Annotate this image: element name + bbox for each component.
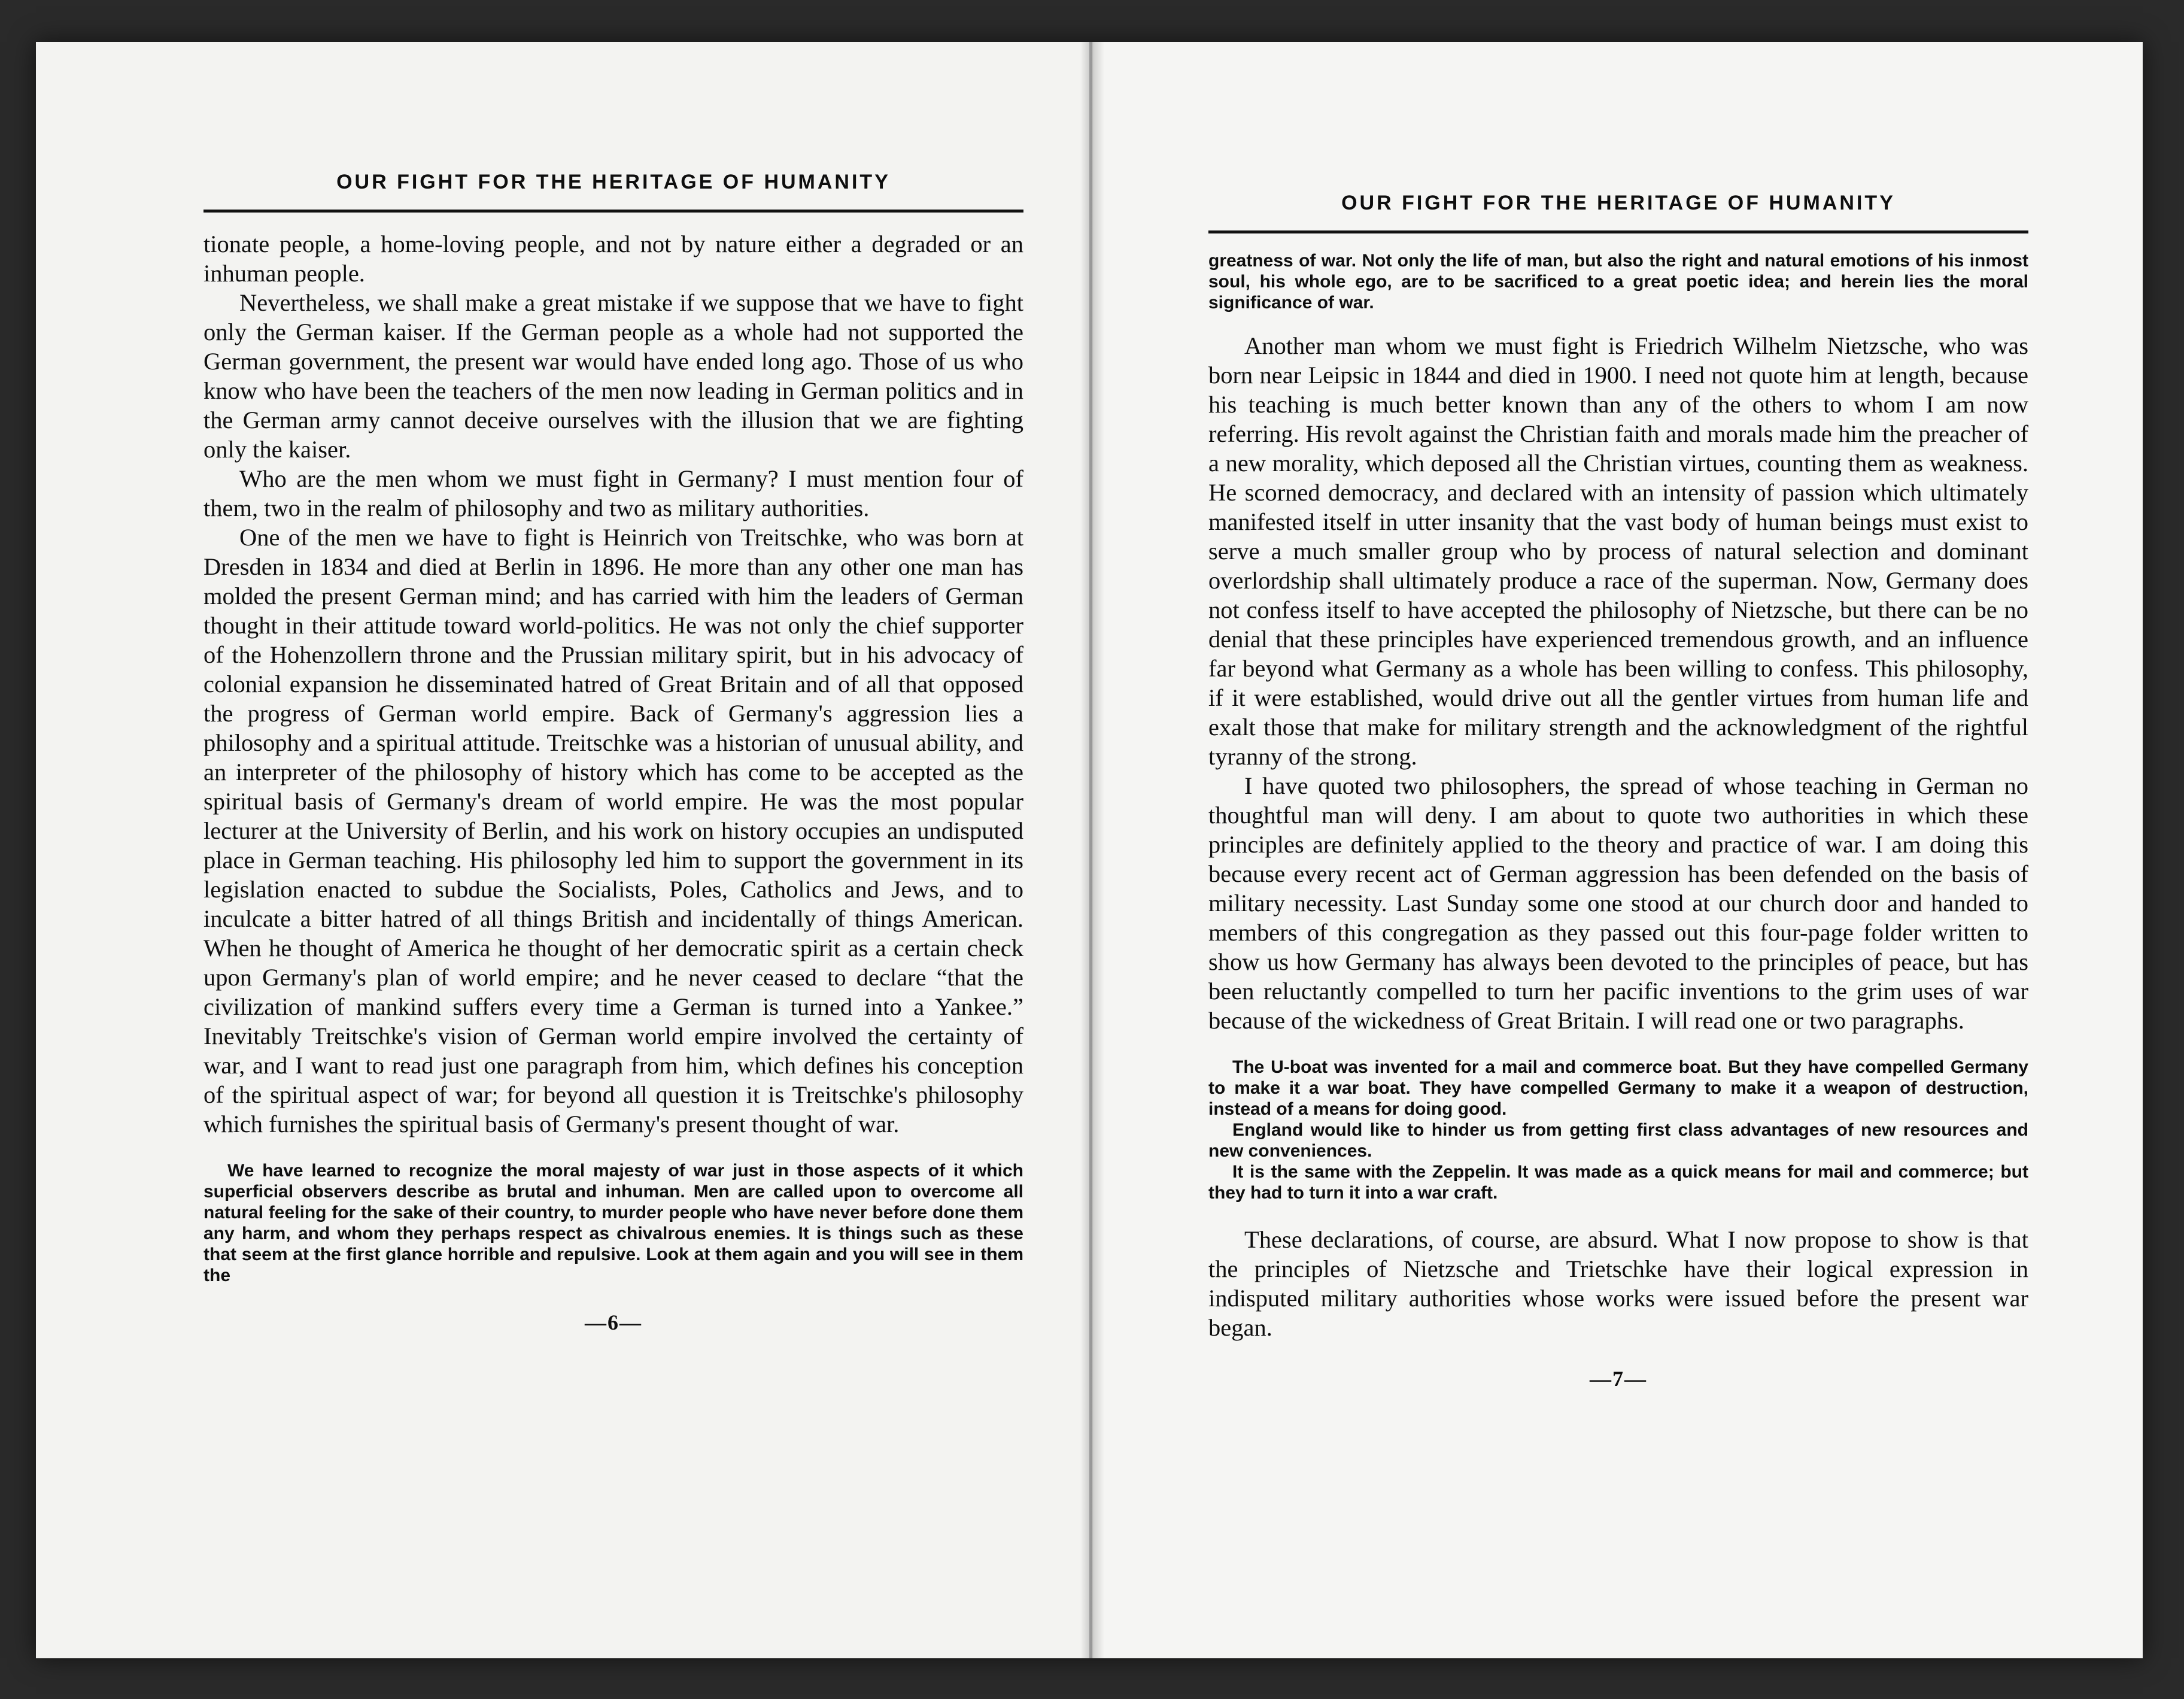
- paragraph: I have quoted two philosophers, the spread of whose teaching in German no thoughtful man will deny. I am about to quote two authorities in which these principles are definitely applied to the theory and practice of war. I am doing this because every recent act of German aggression has been defended on the basis of military necessity. Last Sunday some one stood at our church door and handed to members of this congregation as they passed out this four-page folder written to show us how Germany has always been devoted to the principles of peace, but has been reluctantly compelled to turn her pacific inventions to the grim uses of war because of the wickedness of Great Britain. I will read one or two paragraphs.: [1208, 772, 2028, 1034]
- quote-text: We have learned to recognize the moral majesty of war just in those aspects of it which superficial observers describe as brutal and inhuman. Men are called upon to overcome all natural feeling for the sake of their country, to murder people who have never before done them any harm, and whom they perhaps respect as chivalrous enemies. It is things such as these that seem at the first glance horrible and repulsive. Look at them again and you will see in them the: [203, 1161, 1023, 1285]
- paragraph: These declarations, of course, are absurd. What I now propose to show is that the principles of Nietzsche and Trietschke have their logical expression in indisputed military authorities whose works were issued before the present war began.: [1208, 1226, 2028, 1341]
- paragraph: tionate people, a home-loving people, and not by nature either a degraded or an inhuman people.: [203, 230, 1023, 287]
- right-page: [1092, 42, 2143, 1658]
- left-page: [36, 42, 1092, 1658]
- body-text: [1208, 331, 2028, 1035]
- paragraph: Who are the men whom we must fight in Germany? I must mention four of them, two in the realm of philosophy and two as military authorities.: [203, 465, 1023, 521]
- left-page-content: [203, 171, 1023, 1335]
- page-number: —7—: [1590, 1367, 1647, 1391]
- block-quote-continued: [1208, 250, 2028, 313]
- paragraph: One of the men we have to fight is Heinrich von Treitschke, who was born at Dresden in 1834 and died at Berlin in 1896. He more than any other one man has molded the present German mind; and has carried with him the leaders of German thought in their attitude toward world-politics. He was not only the chief supporter of the Hohenzollern throne and the Prussian military spirit, but in his advocacy of colonial expansion he disseminated hatred of Great Britain and of all that opposed the progress of German world empire. Back of Germany's aggression lies a philosophy and a spiritual attitude. Treitschke was a historian of unusual ability, and an interpreter of the philosophy of history which has come to be accepted as the spiritual basis of Germany's dream of world empire. He was the most popular lecturer at the University of Berlin, and his work on history occupies an undisputed place in German teaching. His philosophy led him to support the government in its legislation enacted to subdue the Socialists, Poles, Catholics and Jews, and to inculcate a bitter hatred of all things British and incidentally of things American. When he thought of America he thought of her democratic spirit as a certain check upon Germany's plan of world empire; and he never ceased to declare “that the civilization of mankind suffers every time a German is turned into a Yankee.” Inevitably Treitschke's vision of German world empire involved the certainty of war, and I want to read just one paragraph from him, which defines his conception of the spiritual aspect of war; for beyond all question it is Treitschke's philosophy which furnishes the spiritual basis of Germany's present thought of war.: [203, 524, 1023, 1137]
- running-head: OUR FIGHT FOR THE HERITAGE OF HUMANITY: [1208, 192, 2028, 233]
- body-text: [203, 229, 1023, 1139]
- body-text-closing: [1208, 1225, 2028, 1342]
- folder-quotes: [1208, 1057, 2028, 1203]
- running-head: OUR FIGHT FOR THE HERITAGE OF HUMANITY: [203, 171, 1023, 213]
- quote-text: The U-boat was invented for a mail and commerce boat. But they have compelled Germany to make it a war boat. They have compelled Germany to make it a weapon of destruction, instead of a means for doing good.: [1208, 1057, 2028, 1119]
- book-gutter: [1080, 42, 1104, 1658]
- paragraph: Nevertheless, we shall make a great mistake if we suppose that we have to fight only the German kaiser. If the German people as a whole had not supported the German government, the present war would have ended long ago. Those of us who know who have been the teachers of the men now leading in German politics and in the German army cannot deceive ourselves with the illusion that we are fighting only the kaiser.: [203, 289, 1023, 463]
- right-page-content: [1208, 192, 2028, 1391]
- open-booklet: [36, 42, 2143, 1658]
- quote-text: greatness of war. Not only the life of man, but also the right and natural emotions of his inmost soul, his whole ego, are to be sacrificed to a great poetic idea; and herein lies the moral significance of war.: [1208, 251, 2028, 313]
- paragraph: Another man whom we must fight is Friedrich Wilhelm Nietzsche, who was born near Leipsic in 1844 and died in 1900. I need not quote him at length, because his teaching is much better known than any of the others to whom I am now referring. His revolt against the Christian faith and morals made him the preacher of a new morality, which deposed all the Christian virtues, counting them as weakness. He scorned democracy, and declared with an intensity of passion which ultimately manifested itself in utter insanity that the vast body of human beings must exist to serve a much smaller group who by process of natural selection and dominant overlordship shall ultimately produce a race of the superman. Now, Germany does not confess itself to have accepted the philosophy of Nietzsche, but there can be no denial that these principles have experienced tremendous growth, and an influence far beyond what Germany as a whole has been willing to confess. This philosophy, if it were established, would drive out all the gentler virtues from human life and exalt those that make for military strength and the acknowledgment of the rightful tyranny of the strong.: [1208, 332, 2028, 770]
- quote-text: It is the same with the Zeppelin. It was made as a quick means for mail and commerce; but they had to turn it into a war craft.: [1208, 1162, 2028, 1203]
- block-quote: [203, 1160, 1023, 1286]
- quote-text: England would like to hinder us from getting first class advantages of new resources and new conveniences.: [1208, 1120, 2028, 1161]
- page-number: —6—: [585, 1310, 642, 1334]
